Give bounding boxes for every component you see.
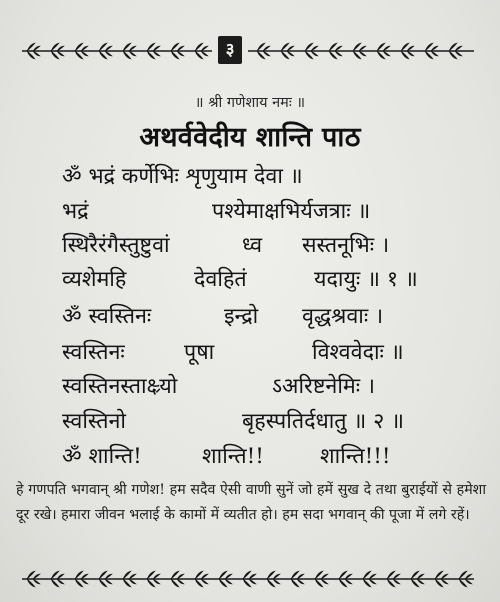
page-title: अथर्ववेदीय शान्ति पाठ: [139, 122, 361, 153]
verse-9-part-3: शान्ति!!!: [320, 444, 391, 469]
verse-line-3: [62, 229, 462, 263]
verse-line-9: [62, 440, 462, 474]
verse-5-part-3: वृद्धश्रवाः ।: [302, 304, 384, 329]
verse-6-part-2: पूषा: [184, 340, 215, 365]
top-ornament-border: [22, 40, 474, 62]
invocation-line: ॥ श्री गणेशाय नमः ॥: [194, 95, 306, 111]
bottom-ornament-border: [22, 568, 474, 590]
verse-line-6: [62, 336, 462, 370]
verse-9-part-2: शान्ति!!: [202, 444, 264, 469]
verse-line-2: [62, 195, 462, 229]
verse-4-part-3: यदायुः ॥ १ ॥: [314, 267, 418, 292]
verse-8-part-1: स्वस्तिनो: [62, 409, 127, 434]
verse-7-part-2: ऽअरिष्टनेमिः ।: [272, 374, 376, 399]
verse-3-part-2: ध्व: [242, 233, 263, 258]
hindi-translation-paragraph: हे गणपति भगवान् श्री गणेश! हम सदैव ऐसी वाणी सुनें जो हमें सुख दे तथा बुराईयों से हमेशा दूर रखे। हमारा जीवन भलाई के कामों में व्यतीत हो। हम सदा भगवान् की पूजा में लगे रहें।: [16, 482, 486, 523]
verse-line-8: [62, 405, 462, 439]
verse-line-4: [62, 263, 462, 297]
verse-3-part-3: सस्तनूभिः ।: [302, 233, 390, 258]
verse-2-part-2: पश्येमाक्षभिर्यजत्राः ॥: [212, 199, 371, 224]
page-number-badge: ३: [218, 36, 242, 64]
verse-1-part-1: ॐ भद्रं कर्णेभिः शृणुयाम देवा ॥: [62, 164, 303, 189]
verse-4-part-1: व्यशेमहि: [62, 267, 127, 292]
verse-6-part-3: विश्ववेदाः ॥: [312, 340, 404, 365]
verse-line-7: [62, 370, 462, 404]
verse-2-part-1: भद्रं: [62, 199, 89, 224]
verse-5-part-1: ॐ स्वस्तिनः: [62, 304, 152, 329]
verse-6-part-1: स्वस्तिनः: [62, 340, 125, 365]
verse-9-part-1: ॐ शान्ति!: [62, 444, 142, 469]
verse-4-part-2: देवहितं: [194, 267, 247, 292]
verse-line-1: [62, 160, 462, 194]
verse-5-part-2: इन्द्रो: [224, 304, 259, 329]
verse-3-part-1: स्थिरैरंगैस्तुष्टुवां: [62, 233, 170, 258]
verse-line-5: [62, 300, 462, 334]
verse-8-part-2: बृहस्पतिर्दधातु ॥ २ ॥: [242, 409, 404, 434]
verse-7-part-1: स्वस्तिनस्ताक्ष्र्यो: [62, 374, 178, 399]
